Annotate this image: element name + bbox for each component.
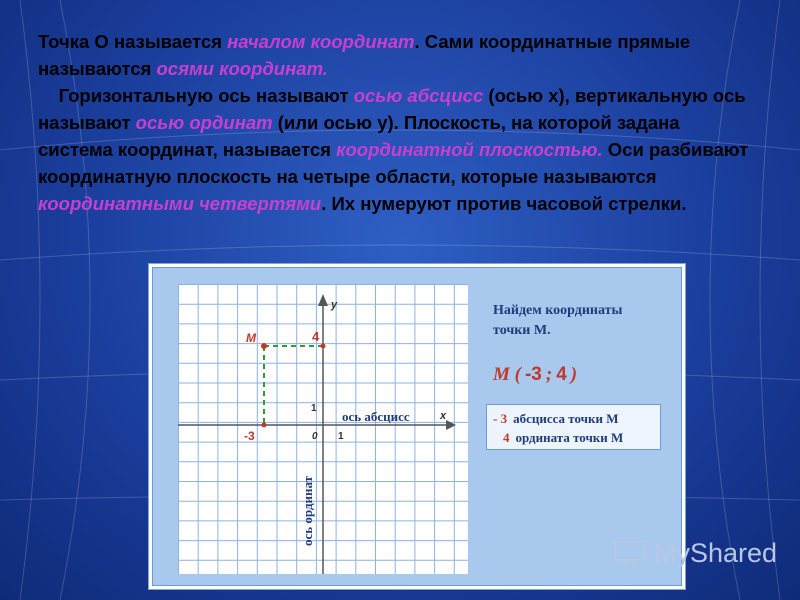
watermark [612,538,777,569]
text-segment: Оси разбивают координатную плоскость на четыре области, которые называются [38,139,749,187]
point-close: ) [570,364,578,385]
text-segment: . Их нумеруют против часовой стрелки. [321,193,687,214]
y-value-label: 4 [312,329,320,344]
text-segment: Горизонтальную ось называют [58,85,354,106]
info-title-line: точки M. [493,323,551,338]
term-plane: координатной плоскостью. [336,139,603,160]
origin-label: 0 [312,431,318,442]
abscissa-row [493,411,619,427]
point-x-value: -3 [524,364,542,385]
point-separator: ; [545,364,553,385]
term-abscissa: осью абсцисс [353,85,484,106]
x-value-label: -3 [244,429,255,443]
ordinate-axis-caption: ось ординат [300,475,315,546]
abscissa-value: - 3 [493,411,508,426]
coordinate-grid [178,284,468,574]
point-m-label: M [246,331,256,345]
info-title-line: Найдем координаты [493,303,623,318]
point-x-3 [262,423,267,428]
abscissa-text: абсцисса точки M [513,411,619,426]
ordinate-text: ордината точки M [515,430,624,445]
term-quadrants: координатными четвертями [38,193,322,214]
abscissa-axis-caption: ось абсцисс [342,409,410,424]
y-axis-label: y [331,299,338,311]
intro-paragraph [38,28,758,217]
watermark-text: MyShared [654,538,778,568]
info-title [493,301,683,341]
term-axes: осями координат. [156,58,328,79]
text-segment: . Сами координатные прямые называются [38,31,691,79]
text-segment: Точка О называется [38,31,228,52]
unit-y-label: 1 [311,403,317,414]
point-m [261,343,267,349]
x-axis-label: x [440,410,447,422]
coordinate-legend [486,404,661,450]
point-y-value: 4 [556,364,567,385]
ordinate-row [503,430,623,446]
text-segment: (или осью y). Плоскость, на которой задана система координат, называется [38,112,680,160]
unit-x-label: 1 [338,431,344,442]
point-y4 [321,344,326,349]
term-origin: началом координат [227,31,415,52]
ordinate-value: 4 [503,430,510,445]
figure-panel [152,267,682,586]
point-name: M ( [493,364,521,385]
presentation-icon [612,539,648,569]
coordinate-figure [148,263,686,590]
term-ordinate: осью ординат [135,112,273,133]
text-segment: (осью x), вертикальную ось называют [38,85,746,133]
point-coordinates [493,364,577,386]
